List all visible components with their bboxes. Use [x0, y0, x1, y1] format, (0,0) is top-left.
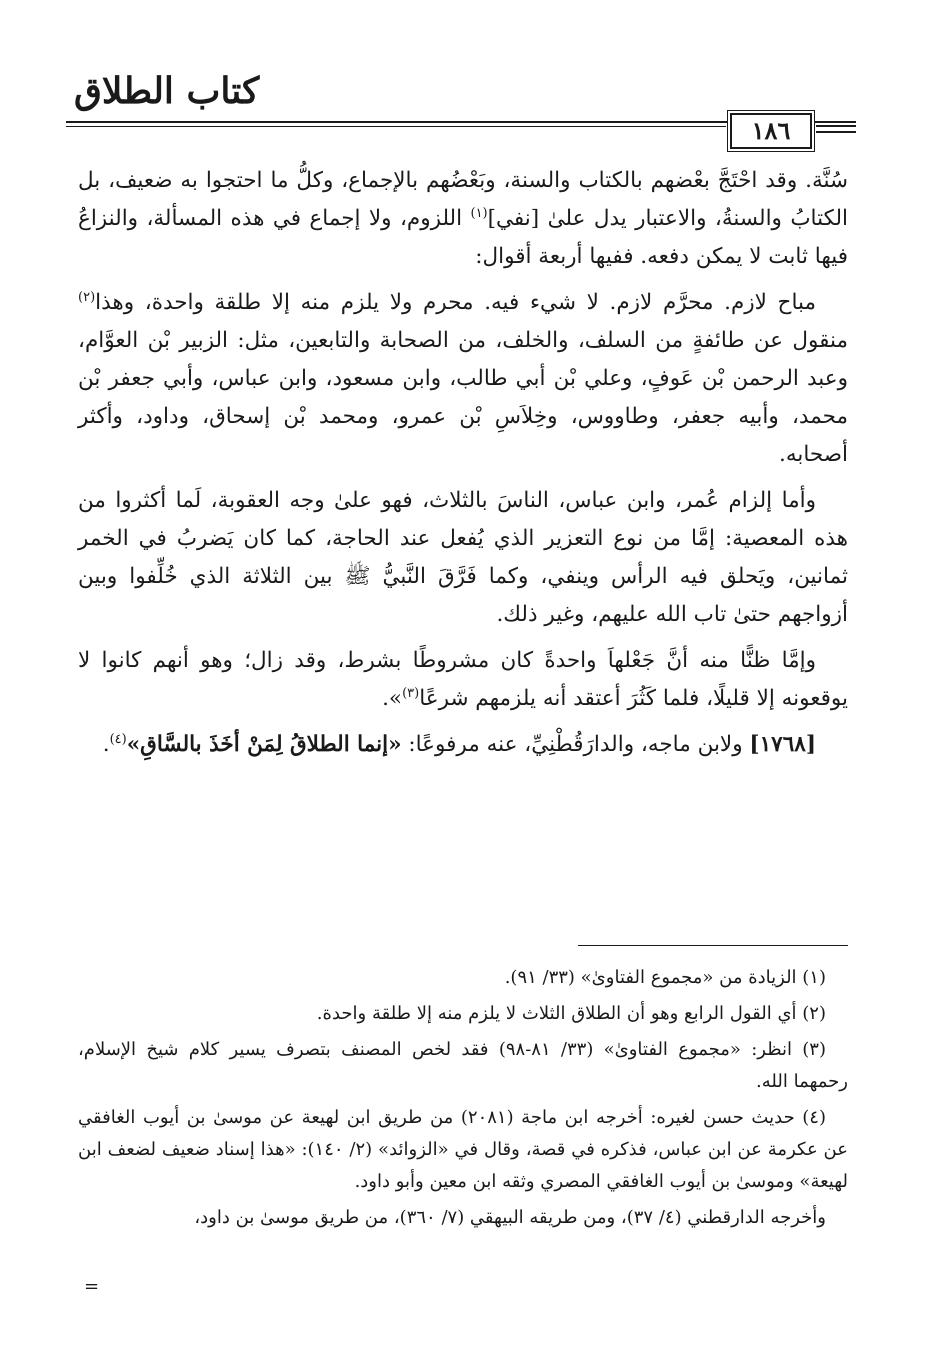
footnote: وأخرجه الدارقطني (٤/ ٣٧)، ومن طريقه البيهقي (٧/ ٣٦٠)، من طريق موسىٰ بن داود،	[194, 1207, 826, 1228]
header-rule-ornament	[816, 125, 856, 133]
hadith-text: «إنما الطلاقُ لِمَنْ أخَذَ بالسَّاقِ»	[126, 732, 402, 757]
footnote: (١) الزيادة من «مجموع الفتاوىٰ» (٣٣/ ٩١).	[504, 967, 826, 988]
footnote-separator	[578, 945, 848, 946]
hadith-number: [١٧٦٨]	[749, 732, 816, 757]
footnotes	[78, 962, 848, 1238]
text-run: وإمَّا ظنًّا منه أنَّ جَعْلهاَ واحدةً كان مشروطًا بشرط، وقد زال؛ وهو أنهم كانوا لا يوقعونه إلا قليلًا، فلما كَثُرَ أعتقد أنه يلزمهم شرعًا	[78, 648, 848, 711]
text-run: سُنَّة. وقد احْتَجَّ بعْضهم بالكتاب والسنة، وبَعْضُهم بالإجماع، وكلُّ ما احتجوا به ضعيف، بل الكتابُ والسنةُ، والاعتبار يدل علىٰ [نفي]	[78, 168, 848, 231]
footnote: (٣) انظر: «مجموع الفتاوىٰ» (٣٣/ ٨١-٩٨) فقد لخص المصنف بتصرف يسير كلام شيخ الإسلام، رحمهما الله.	[78, 1039, 848, 1092]
paragraph	[78, 284, 848, 474]
paragraph	[78, 162, 848, 276]
book-title: كتاب الطلاق	[74, 70, 260, 112]
footnote: (٢) أي القول الرابع وهو أن الطلاق الثلاث لا يلزم منه إلا طلقة واحدة.	[316, 1003, 826, 1024]
paragraph	[78, 642, 848, 718]
paragraph: وأما إلزام عُمر، وابن عباس، الناسَ بالثلاث، فهو علىٰ وجه العقوبة، لَما أكثروا من هذه المعصية: إمَّا من نوع التعزير الذي يُفعل عند الحاجة، كما كان يَضربُ في الخمر ثمانين، ويَحلق فيه الرأس وينفي، وكما فَرَّقَ النَّبيُّ ﷺ بين الثلاثة الذي خُلِّفوا وبين أزواجهم حتىٰ تاب الله عليهم، وغير ذلك.	[78, 488, 848, 627]
page-number: ١٨٦	[730, 113, 812, 149]
footnote: (٤) حديث حسن لغيره: أخرجه ابن ماجة (٢٠٨١) من طريق ابن لهيعة عن موسىٰ بن أيوب الغافقي عن عكرمة عن ابن عباس، فذكره في قصة، وقال في «الزوائد» (٢/ ١٤٠): «هذا إسناد ضعيف لضعف ابن لهيعة» وموسىٰ بن أيوب الغافقي المصري وثقه ابن معين وأبو داود.	[78, 1107, 848, 1192]
text-run: .	[102, 732, 110, 757]
header-rule-thin	[66, 126, 726, 127]
main-text	[78, 162, 848, 772]
text-run: منقول عن طائفةٍ من السلف، والخلف، من الصحابة والتابعين، مثل: الزبير بْن العوَّام، وعبد الرحمن بْن عَوفٍ، وعلي بْن أبي طالب، وابن مسعود، وابن عباس، وأبي جعفر بْن محمد، وأبيه جعفر، وطاووس، وخِلاَسِ بْن عمرو، ومحمد بْن إسحاق، وداود، وأكثر أصحابه.	[78, 328, 848, 467]
continuation-mark: =	[84, 1276, 100, 1297]
text-run: اللزوم، ولا إجماع في هذه المسألة، والنزاعُ فيها ثابت لا يمكن دفعه. ففيها أربعة أقوال:	[78, 206, 848, 269]
footnote-ref: (٤)	[109, 731, 127, 747]
hadith-intro: ولابن ماجه، والدارَقُطْنِيِّ، عنه مرفوعًا:	[401, 732, 750, 757]
hadith-entry	[78, 726, 848, 764]
footnote-ref: (٢)	[78, 289, 96, 305]
text-run: مباح لازم. محرَّم لازم. لا شيء فيه. محرم ولا يلزم منه إلا طلقة واحدة، وهذا	[95, 290, 816, 315]
footnote-ref: (٣)	[402, 685, 420, 701]
footnote-ref: (١)	[470, 205, 488, 221]
text-run: ».	[382, 686, 403, 711]
page-header	[66, 66, 856, 156]
